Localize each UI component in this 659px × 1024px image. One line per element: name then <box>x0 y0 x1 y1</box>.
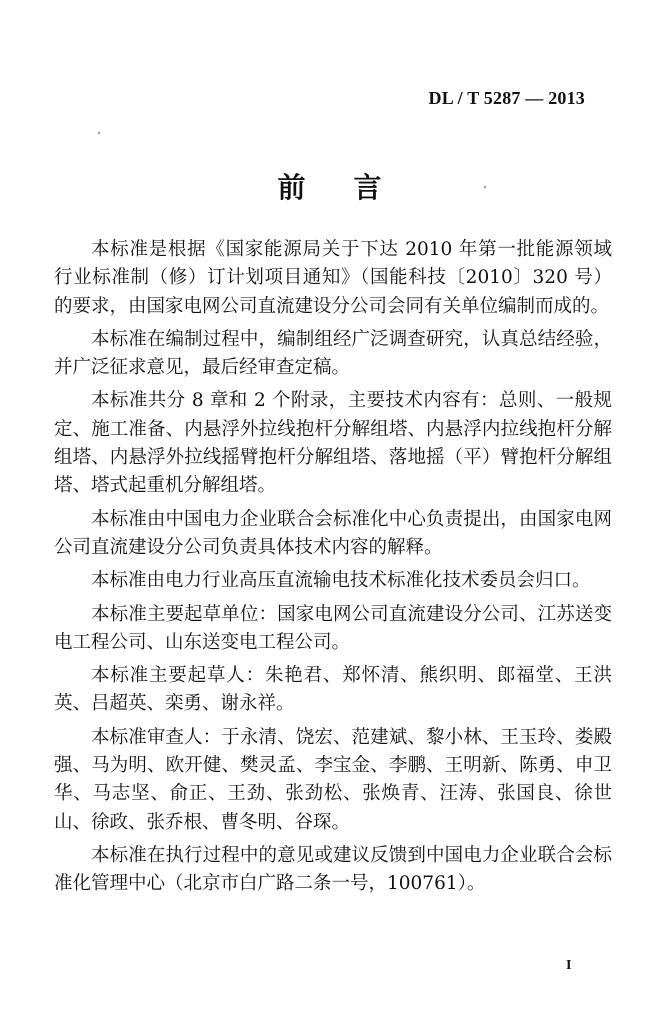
paragraph-reviewers: 本标准审查人：于永清、饶宏、范建斌、黎小林、王玉玲、娄殿强、马为明、欧开健、樊灵孟、李宝金、李鹏、王明新、陈勇、申卫华、马志坚、俞正、王劲、张劲松、张焕青、汪涛、张国良、徐世山、徐政、张乔根、曹冬明、谷琛。 <box>54 726 612 833</box>
paragraph-committee: 本标准由电力行业高压直流输电技术标准化技术委员会归口。 <box>91 570 591 592</box>
preface-body <box>54 236 612 904</box>
paragraph-basis: 本标准是根据《国家能源局关于下达 2010 年第一批能源领域行业标准制（修）订计划项目通知》（国能科技〔2010〕320 号）的要求，由国家电网公司直流建设分公司会同有关单位编制而成的。 <box>54 239 612 317</box>
page-title: 前言 <box>277 171 430 204</box>
paragraph-process: 本标准在编制过程中，编制组经广泛调查研究，认真总结经验，并广泛征求意见，最后经审查定稿。 <box>54 328 612 379</box>
scan-speck <box>484 186 486 188</box>
paragraph-feedback: 本标准在执行过程中的意见或建议反馈到中国电力企业联合会标准化管理中心（北京市白广路二条一号，100761）。 <box>54 844 612 895</box>
paragraph-drafters: 本标准主要起草人：朱艳君、郑怀清、熊织明、郎福堂、王洪英、吕超英、栾勇、谢永祥。 <box>54 665 612 715</box>
page-number: I <box>566 958 572 973</box>
paragraph-proposer: 本标准由中国电力企业联合会标准化中心负责提出，由国家电网公司直流建设分公司负责具体技术内容的解释。 <box>54 508 612 558</box>
scan-speck <box>98 132 100 134</box>
standard-number: DL / T 5287 — 2013 <box>428 88 585 108</box>
paragraph-drafting-units: 本标准主要起草单位：国家电网公司直流建设分公司、江苏送变电工程公司、山东送变电工程公司。 <box>54 603 612 653</box>
paragraph-contents: 本标准共分 8 章和 2 个附录，主要技术内容有：总则、一般规定、施工准备、内悬浮外拉线抱杆分解组塔、内悬浮内拉线抱杆分解组塔、内悬浮外拉线摇臂抱杆分解组塔、落地摇（平）臂抱杆分解组塔、塔式起重机分解组塔。 <box>54 390 612 497</box>
